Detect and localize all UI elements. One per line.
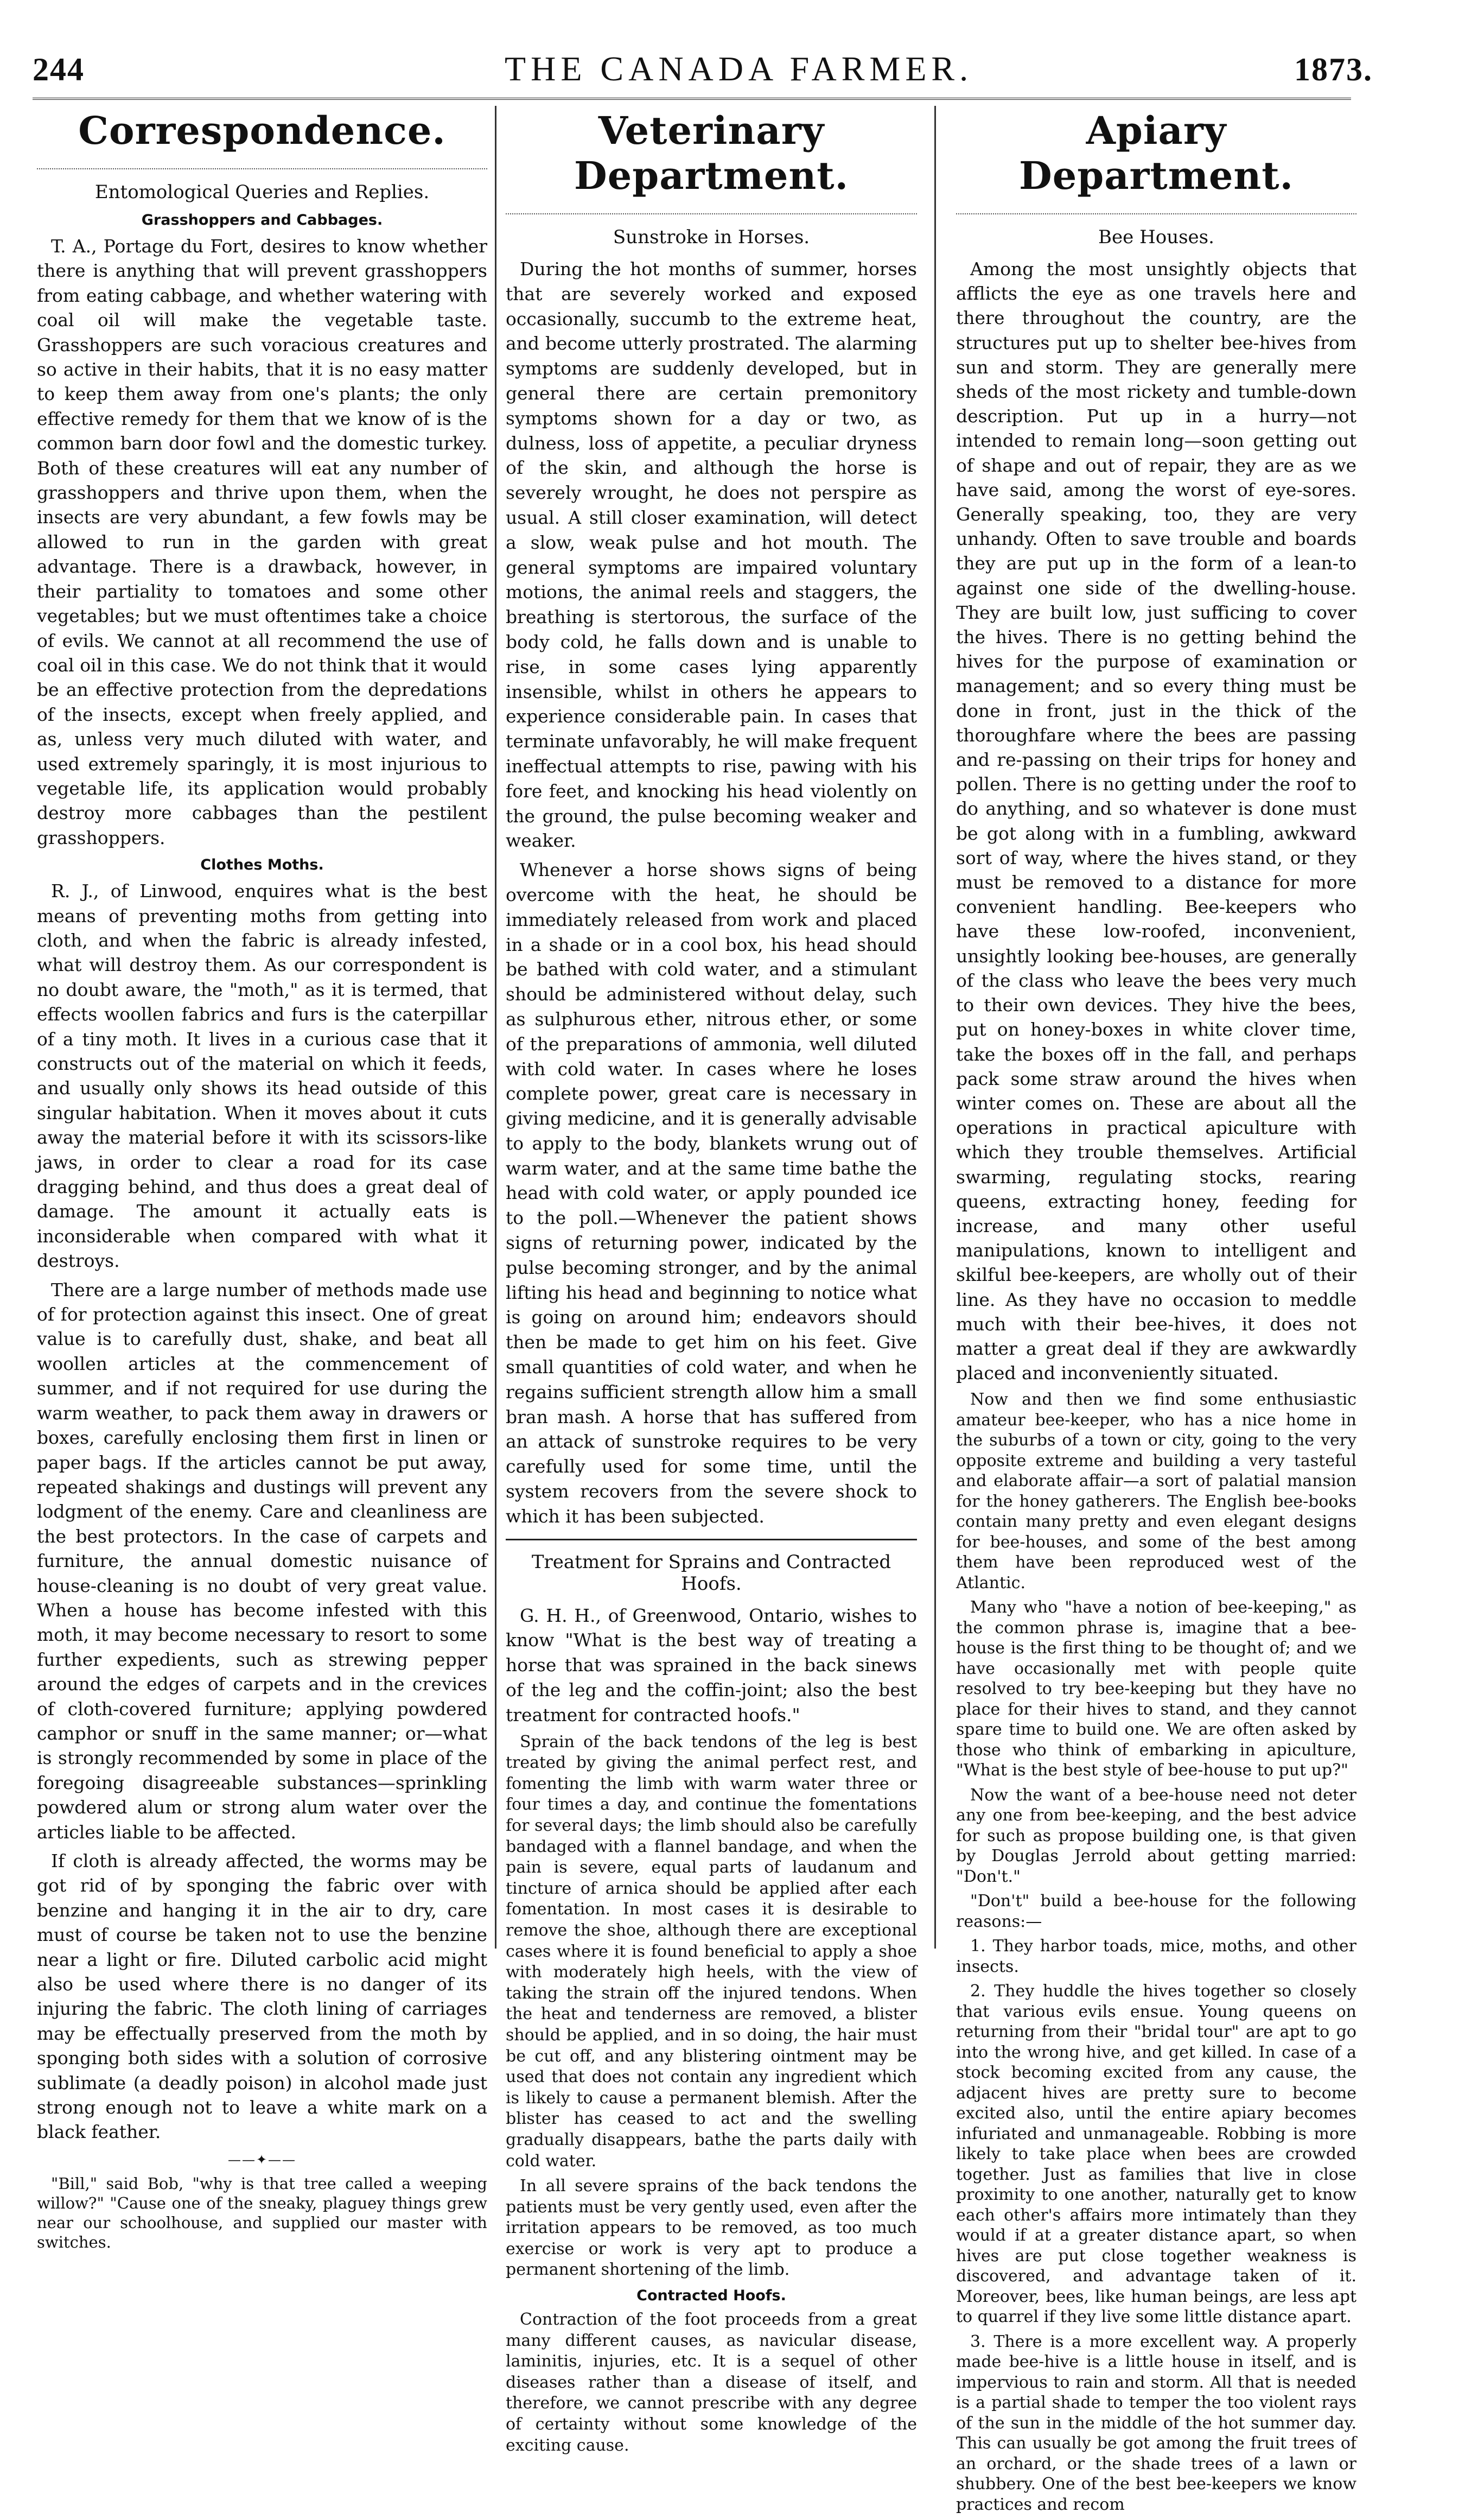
page-number: 244 (33, 52, 85, 87)
article-paragraph: 3. There is a more excellent way. A properly made bee-hive is a little house in itself, and is impervious to rain and storm. All that is needed is a partial shade to temper the too violent rays of the sun in the middle of the hot summer day. This can usually be got among the fruit trees of an orchard, or the shade trees of a lawn or shubbery. One of the best bee-keepers we know practices and recom (956, 2332, 1356, 2514)
column-rule (495, 106, 496, 1949)
column-rule (934, 106, 936, 1949)
masthead-rule (33, 98, 1351, 100)
article-paragraph: Whenever a horse shows signs of being overcome with the heat, he should be immediately released from work and placed in a shade or in a cool box, his head should be bathed with cold water, and a stimulant should be administered without delay, such as sulphurous ether, nitrous ether, or some of the preparations of ammonia, well diluted with cold water. In cases where he loses complete power, great care is necessary in giving medicine, and it is generally advisable to apply to the body, blankets wrung out of warm water, and at the same time bathe the head with cold water, or apply pounded ice to the poll.—Whenever the patient shows signs of returning power, indicated by the pulse becoming stronger, and by the animal lifting his head and beginning to notice what is going on around him; endeavors should then be made to get him on his feet. Give small quantities of cold water, and when he regains sufficient strength allow him a small bran mash. A horse that has suffered from an attack of sunstroke requires to be very carefully used for some time, until the system recovers from the severe shock to which it has been subjected. (506, 859, 917, 1527)
correspondence-column (37, 106, 487, 2256)
section-rule (506, 213, 917, 214)
article-paragraph: Contraction of the foot proceeds from a great many different causes, as navicular disease, laminitis, injuries, etc. It is a sequel of other diseases rather than a disease of itself, and therefore, we cannot prescribe with any degree of certainty without some knowledge of the exciting cause. (506, 2310, 917, 2455)
veterinary-column (506, 106, 917, 2460)
article-heading: Sunstroke in Horses. (613, 226, 810, 248)
department-title: Veterinary Department. (574, 108, 849, 198)
article-paragraph: In all severe sprains of the back tendons the patients must be very gently used, even after the irritation appears to be removed, as too much exercise or work is very apt to produce a permanent shortening of the limb. (506, 2177, 917, 2280)
article-paragraph: If cloth is already affected, the worms may be got rid of by sponging the fabric over with benzine and hanging it in the air to dry, care must of course be taken not to use the benzine near a light or fire. Diluted carbolic acid might also be used where there is no danger of its injuring the fabric. The cloth lining of carriages may be effectually preserved from the moth by sponging both sides with a solution of corrosive sublimate (a deadly poison) in alcohol made just strong enough not to leave a white mark on a black feather. (37, 1850, 487, 2143)
masthead (33, 45, 1373, 98)
article-paragraph: 2. They huddle the hives together so closely that various evils ensue. Young queens on returning from their "bridal tour" are apt to go into the wrong hive, and get killed. In case of a stock becoming excited from any cause, the adjacent hives are pretty sure to become excited also, until the entire apiary becomes infuriated and unmanageable. Robbing is more likely to take place when bees are crowded together. Just as families that live in close proximity to one another, naturally get to know each other's affairs more intimately than they would if at a greater distance apart, so when hives are put close together weakness is discovered, and advantage taken of it. Moreover, bees, like human beings, are less apt to quarrel if they live some little distance apart. (956, 1982, 1356, 2327)
section-rule (956, 213, 1356, 214)
article-heading: Treatment for Sprains and Contracted Hoofs. (531, 1551, 891, 1595)
article-paragraph: During the hot months of summer, horses that are severely worked and exposed occasionally, succumb to the extreme heat, and become utterly prostrated. The alarming symptoms are suddenly developed, but in general there are certain premonitory symptoms shown for a day or two, as dulness, loss of appetite, a peculiar dryness of the skin, and although the horse is severely wrought, he does not perspire as usual. A still closer examination, will detect a slow, weak pulse and hot mouth. The general symptoms are impaired voluntary motions, the animal reels and staggers, the breathing is stertorous, the surface of the body cold, he falls down and is unable to rise, in some cases lying apparently insensible, whilst in others he appears to experience considerable pain. In cases that terminate unfavorably, he will make frequent ineffectual attempts to rise, pawing with his fore feet, and knocking his head violently on the ground, the pulse becoming weaker and weaker. (506, 258, 917, 852)
article-paragraph: R. J., of Linwood, enquires what is the best means of preventing moths from getting into cloth, and when the fabric is already infested, what will destroy them. As our correspondent is no doubt aware, the "moth," as it is termed, that effects woollen fabrics and furs is the caterpillar of a tiny moth. It lives in a curious case that it constructs out of the material on which it feeds, and usually only shows its head outside of this singular habitation. When it moves about it cuts away the material before it with its scissors-like jaws, in order to clear a road for its case dragging behind, and thus does a great deal of damage. The amount it actually eats is inconsiderable when compared with what it destroys. (37, 880, 487, 1272)
article-paragraph: Now and then we find some enthusiastic amateur bee-keeper, who has a nice home in the suburbs of a town or city, going to the very opposite extreme and building a very tasteful and elaborate affair—a sort of palatial mansion for the honey gatherers. The English bee-books contain many pretty and even elegant designs for bee-houses, and some of the best among them have been reproduced west of the Atlantic. (956, 1390, 1356, 1592)
small-print-block (506, 1732, 917, 2457)
article-paragraph: G. H. H., of Greenwood, Ontario, wishes to know "What is the best way of treating a horse that was sprained in the back sinews of the leg and the coffin-joint; also the best treatment for contracted hoofs." (506, 1604, 917, 1725)
apiary-column (956, 106, 1356, 2519)
issue-year: 1873. (1294, 52, 1373, 87)
article-heading: Bee Houses. (1098, 226, 1214, 248)
article-paragraph: Sprain of the back tendons of the leg is best treated by giving the animal perfect rest, and fomenting the limb with warm water three or four times a day, and continue the fomentations for several days; the limb should also be carefully bandaged with a flannel bandage, and when the pain is severe, equal parts of laudanum and tincture of arnica should be applied after each fomentation. In most cases it is desirable to remove the shoe, although there are exceptional cases where it is found beneficial to apply a shoe with moderately high heels, with the view of taking the strain off the injured tendons. When the heat and tenderness are removed, a blister should be applied, and in so doing, the hair must be cut off, and any blistering ointment may be used that does not contain any ingredient which is likely to cause a permanent blemish. After the blister has ceased to act and the swelling gradually disappears, bathe the parts daily with cold water. (506, 1732, 917, 2171)
department-title: Correspondence. (78, 108, 446, 153)
department-title: Apiary Department. (1019, 108, 1294, 198)
article-divider (506, 1539, 917, 1540)
newspaper-title: THE CANADA FARMER. (505, 49, 973, 88)
small-print-block (956, 1389, 1356, 2515)
article-paragraph: There are a large number of methods made use of for protection against this insect. One of great value is to carefully dust, shake, and beat all woollen articles at the commencement of summer, and if not required for use during the warm weather, to pack them away in drawers or boxes, carefully enclosing them first in linen or paper bags. If the articles cannot be put away, repeated shakings and dustings will prevent any lodgment of the enemy. Care and cleanliness are the best protectors. In the case of carpets and furniture, the annual domestic nuisance of house-cleaning is no doubt of very great value. When a house has become infested with this moth, it may become necessary to resort to some further expedients, such as strewing pepper around the edges of carpets and in the crevices of cloth-covered furniture; applying powdered camphor or snuff in the same manner; or—what is strongly recommended by some in place of the foregoing disagreeable substances—sprinkling powdered alum or strong alum water over the articles liable to be affected. (37, 1279, 487, 1843)
article-paragraph: "Don't" build a bee-house for the following reasons:— (956, 1892, 1356, 1931)
article-heading: Entomological Queries and Replies. (94, 181, 430, 203)
section-rule (37, 168, 487, 169)
article-paragraph: Among the most unsightly objects that afflicts the eye as one travels here and there throughout the country, are the structures put up to shelter bee-hives from sun and storm. They are generally mere sheds of the most rickety and tumble-down description. Put up in a hurry—not intended to remain long—soon getting out of shape and out of repair, they are as we have said, among the worst of eye-sores. Generally speaking, too, they are very unhandy. Often to save trouble and boards they are put up in the form of a lean-to against one side of the dwelling-house. They are built low, just sufficing to cover the hives. There is no getting behind the hives for the purpose of examination or management; and so every thing must be done in front, just in the thick of the thoroughfare where the bees are passing and re-passing on their trips for honey and pollen. There is no getting under the roof to do anything, and so whatever is done must be got along with in a fumbling, awkward sort of way, where the hives stand, or they must be removed to a distance for more convenient handling. Bee-keepers who have these low-roofed, inconvenient, unsightly looking bee-houses, are generally of the class who leave the bees very much to their own devices. They hive the bees, put on honey-boxes in white clover time, take the boxes off in the fall, and perhaps pack some straw around the hives when winter comes on. These are about all the operations in practical apiculture with which they trouble themselves. Artificial swarming, regulating stocks, rearing queens, extracting honey, feeding for increase, and many other useful manipulations, known to intelligent and skilful bee-keepers, are wholly out of their line. As they have no occasion to meddle much with their bee-hives, it does not matter a great deal if they are awkwardly placed and inconveniently situated. (956, 258, 1356, 1384)
subheading: Clothes Moths. (200, 856, 324, 874)
article-paragraph: 1. They harbor toads, mice, moths, and other insects. (956, 1937, 1356, 1976)
ornament-divider: ——✦—— (227, 2152, 297, 2167)
filler-anecdote (37, 2174, 487, 2252)
subheading: Contracted Hoofs. (636, 2287, 786, 2305)
anecdote-text: "Bill," said Bob, "why is that tree called a weeping willow?" "Cause one of the sneaky, plaguey things grew near our schoolhouse, and supplied our master with switches. (37, 2174, 487, 2251)
article-paragraph: Many who "have a notion of bee-keeping," as the common phrase is, imagine that a bee-house is the first thing to be thought of; and we have occasionally met with people quite resolved to try bee-keeping but they have no place for their hives to stand, and they cannot spare time to build one. We are often asked by those who think of embarking in apiculture, "What is the best style of bee-house to put up?" (956, 1598, 1356, 1780)
article-paragraph: T. A., Portage du Fort, desires to know whether there is anything that will prevent grasshoppers from eating cabbage, and whether watering with coal oil will make the vegetable taste. Grasshoppers are such voracious creatures and so active in their habits, that it is no easy matter to keep them away from one's plants; the only effective remedy for them that we know of is the common barn door fowl and the domestic turkey. Both of these creatures will eat any number of grasshoppers and thrive upon them, when the insects are very abundant, a few fowls may be allowed to run in the garden with great advantage. There is a drawback, however, in their partiality to tomatoes and some other vegetables; but we must oftentimes take a choice of evils. We cannot at all recommend the use of coal oil in this case. We do not think that it would be an effective protection from the depredations of the insects, except when freely applied, and as, unless very much diluted with water, and used extremely sparingly, it is most injurious to vegetable life, its application would probably destroy more cabbages than the pestilent grasshoppers. (37, 236, 487, 848)
subheading: Grasshoppers and Cabbages. (141, 212, 383, 229)
article-paragraph: Now the want of a bee-house need not deter any one from bee-keeping, and the best advice for such as propose building one, is that given by Douglas Jerrold about getting married: "Don't." (956, 1785, 1356, 1886)
